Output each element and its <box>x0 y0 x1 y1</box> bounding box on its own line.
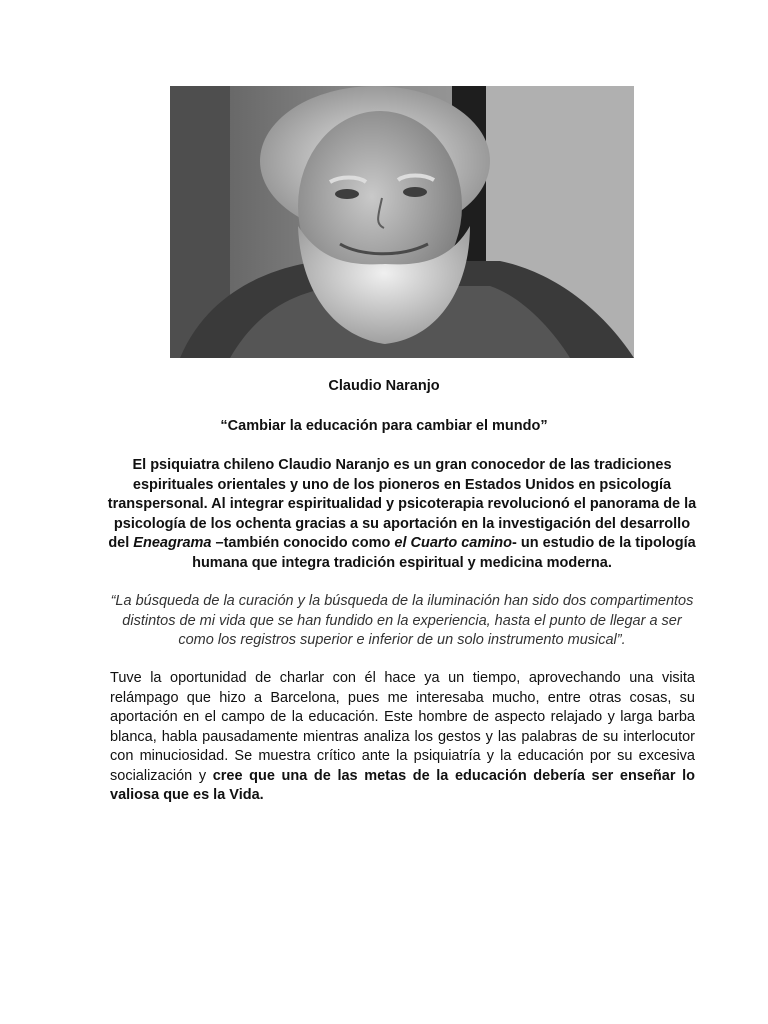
portrait-photo <box>170 86 634 358</box>
person-name: Claudio Naranjo <box>328 378 440 394</box>
body-text: Tuve la oportunidad de charlar con él hace ya un tiempo, aprovechando una visita relámpago que hizo a Barcelona, pues me interesaba mucho, entre otras cosas, su aportación en el campo de la educación. Este hombre de aspecto relajado y larga barba blanca, habla pausadamente mientras analiza los gestos y las palabras de su interlocutor con minuciosidad. Se muestra crítico ante la psiquiatría y la educación por su excesiva socialización y <box>110 670 695 784</box>
intro-text-3: - un estudio de la tipología humana que integra tradición espiritual y medicina moderna. <box>192 535 696 571</box>
intro-emphasis-eneagrama: Eneagrama <box>133 535 212 551</box>
body-paragraph <box>110 669 695 806</box>
intro-text-2: –también conocido como <box>211 535 395 551</box>
intro-text-1: El psiquiatra chileno Claudio Naranjo es un gran conocedor de las tradiciones espirituales orientales y uno de los pioneros en Estados Unidos en psicología transpersonal. Al integrar espiritualidad y psicoterapia revolucionó el panorama de la psicología de los ochenta gracias a su aportación en la investigación del desarrollo del <box>107 457 697 551</box>
pull-quote: “La búsqueda de la curación y la búsqueda de la iluminación han sido dos compartimentos distintos de mi vida que se han fundido en la experiencia, hasta el punto de llegar a ser como los registros superior e inferior de un solo instrumento musical”. <box>110 593 694 648</box>
headline-quote: “Cambiar la educación para cambiar el mundo” <box>220 418 548 434</box>
body-bold-text: cree que una de las metas de la educación debería ser enseñar lo valiosa que es la Vida. <box>110 767 695 803</box>
intro-emphasis-cuarto-camino: el Cuarto camino <box>394 535 513 551</box>
intro-paragraph <box>104 456 700 573</box>
portrait-image <box>170 86 634 358</box>
